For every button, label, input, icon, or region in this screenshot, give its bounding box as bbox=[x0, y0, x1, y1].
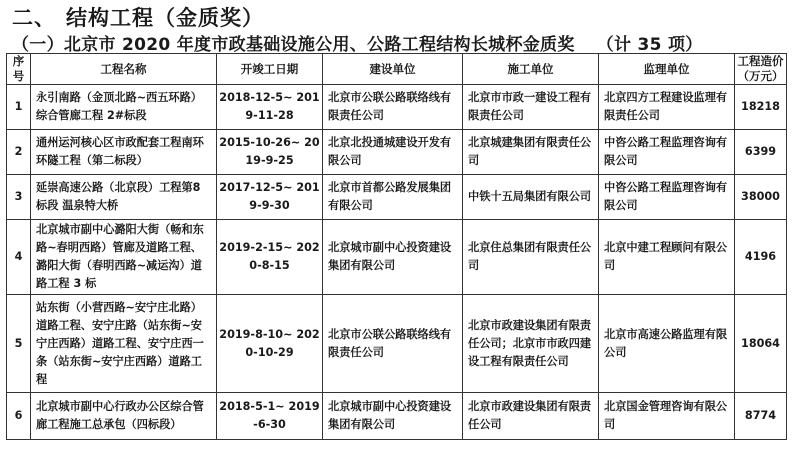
cell-contractor: 北京市政建设集团有限责任公司；北京市市政四建设工程有限责任公司 bbox=[463, 295, 599, 393]
header-name: 工程名称 bbox=[31, 54, 217, 85]
cell-name: 延崇高速公路（北京段）工程第8标段 温泉特大桥 bbox=[31, 175, 217, 220]
cell-name: 北京城市副中心行政办公区综合管廊工程施工总承包（四标段） bbox=[31, 393, 217, 440]
section-heading bbox=[12, 2, 264, 30]
cell-supervisor: 北京四方工程建设监理有限责任公司 bbox=[599, 85, 735, 130]
table-row bbox=[7, 295, 787, 393]
table-row bbox=[7, 220, 787, 295]
cell-dates: 2015-10-26~ 2019-9-25 bbox=[217, 130, 323, 175]
table-row bbox=[7, 175, 787, 220]
cell-cost: 4196 bbox=[735, 220, 787, 295]
section-number: 二、 bbox=[12, 6, 56, 30]
subsection-heading bbox=[12, 30, 800, 55]
cell-cost: 6399 bbox=[735, 130, 787, 175]
cell-seq: 3 bbox=[7, 175, 31, 220]
header-cost: 工程造价（万元） bbox=[735, 54, 787, 85]
cell-cost: 18218 bbox=[735, 85, 787, 130]
cell-contractor: 北京城建集团有限责任公司 bbox=[463, 130, 599, 175]
cell-contractor: 北京市市政一建设工程有限责任公司 bbox=[463, 85, 599, 130]
header-seq: 序号 bbox=[7, 54, 31, 85]
cell-name: 北京城市副中心潞阳大街（畅和东路~春明西路）管廊及道路工程、潞阳大街（春明西路~减运沟）道路工程 3 标 bbox=[31, 220, 217, 295]
cell-supervisor: 中咨公路工程监理咨询有限公司 bbox=[599, 175, 735, 220]
cell-cost: 18064 bbox=[735, 295, 787, 393]
header-supervisor: 监理单位 bbox=[599, 54, 735, 85]
cell-contractor: 北京住总集团有限责任公司 bbox=[463, 220, 599, 295]
cell-supervisor: 北京中建工程顾问有限公司 bbox=[599, 220, 735, 295]
cell-builder: 北京北投通城建设开发有限公司 bbox=[323, 130, 463, 175]
cell-seq: 5 bbox=[7, 295, 31, 393]
header-builder: 建设单位 bbox=[323, 54, 463, 85]
subsection-title: （一）北京市 2020 年度市政基础设施公用、公路工程结构长城杯金质奖 bbox=[12, 35, 575, 55]
cell-dates: 2019-8-10~ 2020-10-29 bbox=[217, 295, 323, 393]
cell-dates: 2018-12-5~ 2019-11-28 bbox=[217, 85, 323, 130]
cell-builder: 北京市首都公路发展集团有限公司 bbox=[323, 175, 463, 220]
table-header-row bbox=[7, 54, 787, 85]
cell-seq: 2 bbox=[7, 130, 31, 175]
cell-cost: 8774 bbox=[735, 393, 787, 440]
cell-contractor: 北京市政建设集团有限责任公司 bbox=[463, 393, 599, 440]
cell-contractor: 中铁十五局集团有限公司 bbox=[463, 175, 599, 220]
cell-name: 永引南路（金顶北路~西五环路）综合管廊工程 2#标段 bbox=[31, 85, 217, 130]
cell-dates: 2017-12-5~ 2019-9-30 bbox=[217, 175, 323, 220]
cell-seq: 1 bbox=[7, 85, 31, 130]
cell-name: 站东街（小营西路~安宁庄北路）道路工程、安宁庄路（站东街~安宁庄西路）道路工程、安宁庄西一条（站东街~安宁庄西路）道路工程 bbox=[31, 295, 217, 393]
header-dates: 开竣工日期 bbox=[217, 54, 323, 85]
cell-dates: 2018-5-1~ 2019-6-30 bbox=[217, 393, 323, 440]
cell-supervisor: 北京国金管理咨询有限公司 bbox=[599, 393, 735, 440]
award-table bbox=[6, 53, 787, 440]
cell-builder: 北京市公联公路联络线有限责任公司 bbox=[323, 85, 463, 130]
table-row bbox=[7, 393, 787, 440]
header-contractor: 施工单位 bbox=[463, 54, 599, 85]
cell-name: 通州运河核心区市政配套工程南环环隧工程（第二标段） bbox=[31, 130, 217, 175]
cell-seq: 4 bbox=[7, 220, 31, 295]
table-row bbox=[7, 130, 787, 175]
cell-dates: 2019-2-15~ 2020-8-15 bbox=[217, 220, 323, 295]
table-row bbox=[7, 85, 787, 130]
section-title: 结构工程（金质奖） bbox=[66, 6, 264, 30]
cell-supervisor: 北京市高速公路监理有限公司 bbox=[599, 295, 735, 393]
cell-builder: 北京市公联公路联络线有限责任公司 bbox=[323, 295, 463, 393]
cell-seq: 6 bbox=[7, 393, 31, 440]
project-count: （计 35 项） bbox=[596, 35, 703, 55]
cell-cost: 38000 bbox=[735, 175, 787, 220]
cell-supervisor: 中咨公路工程监理咨询有限公司 bbox=[599, 130, 735, 175]
cell-builder: 北京城市副中心投资建设集团有限公司 bbox=[323, 220, 463, 295]
cell-builder: 北京城市副中心投资建设集团有限公司 bbox=[323, 393, 463, 440]
